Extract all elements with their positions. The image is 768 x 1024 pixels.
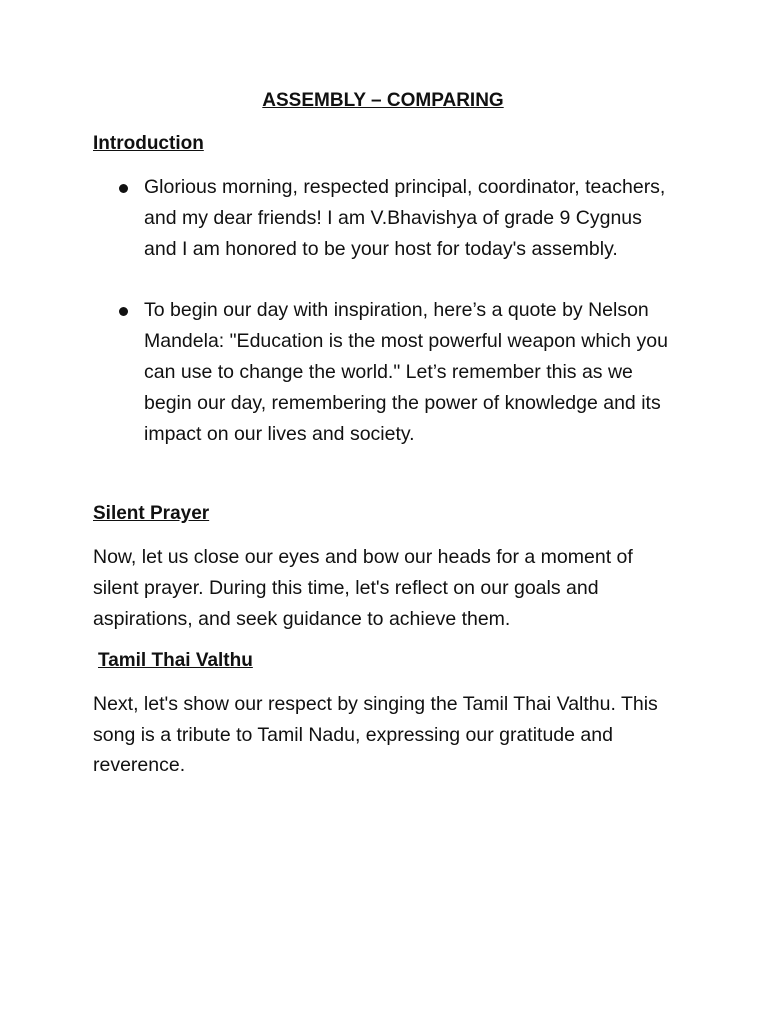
introduction-bullet-list <box>93 172 673 449</box>
introduction-heading: Introduction <box>93 133 204 154</box>
bullet-text: To begin our day with inspiration, here’s a quote by Nelson Mandela: "Education is the most powerful weapon which you can use to change the world." Let’s remember this as we begin our day, remembering the power of knowledge and its impact on our lives and society. <box>144 299 668 445</box>
silent-prayer-paragraph: Now, let us close our eyes and bow our heads for a moment of silent prayer. During this time, let's reflect on our goals and aspirations, and seek guidance to achieve them. <box>93 546 633 630</box>
document-page <box>93 88 673 781</box>
list-item <box>93 295 673 449</box>
list-item <box>93 172 673 264</box>
bullet-text: Glorious morning, respected principal, coordinator, teachers, and my dear friends! I am V.Bhavishya of grade 9 Cygnus and I am honored to be your host for today's assembly. <box>144 176 666 260</box>
tamil-thai-valthu-paragraph: Next, let's show our respect by singing the Tamil Thai Valthu. This song is a tribute to Tamil Nadu, expressing our gratitude and reverence. <box>93 692 658 777</box>
silent-prayer-heading: Silent Prayer <box>93 503 210 525</box>
tamil-thai-valthu-heading: Tamil Thai Valthu <box>98 649 253 671</box>
bullet-icon <box>119 307 128 316</box>
bullet-icon <box>119 184 128 193</box>
document-title: ASSEMBLY – COMPARING <box>262 90 504 111</box>
